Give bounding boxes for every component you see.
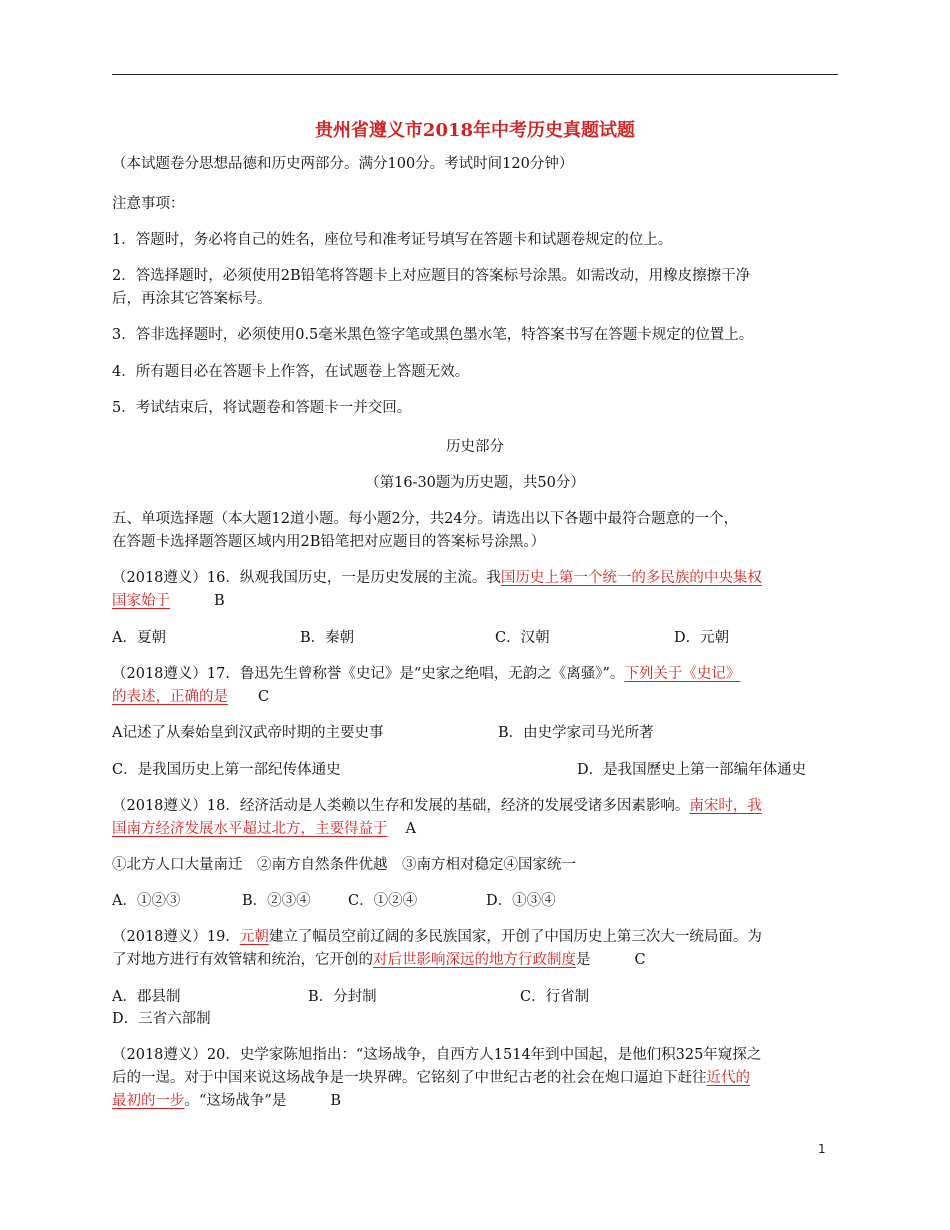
notice-item: 1．答题时，务必将自己的姓名，座位号和准考证号填写在答题卡和试题卷规定的位上。 (112, 232, 673, 248)
section-title: 历史部分 (446, 439, 504, 455)
option: B．秦朝 (300, 630, 355, 646)
question-16-line: （2018遵义）16．纵观我国历史，一是历史发展的主流。我国历史上第一个统一的多民族的中央集权 (112, 570, 762, 586)
answer-mark: C (258, 689, 270, 705)
answer-mark: A (405, 821, 416, 837)
question-18-line: 国南方经济发展水平超过北方，主要得益于 A (112, 821, 416, 837)
option: D．是我国歷史上第一部编年体通史 (577, 762, 807, 778)
part-heading: 五、单项选择题（本大题12道小题。每小题2分，共24分。请选出以下各题中最符合题意的一个， (112, 511, 739, 527)
part-heading: 在答题卡选择题答题区域内用2B铅笔把对应题目的答案标号涂黑。） (112, 534, 546, 550)
question-18-statements: ①北方人口大量南迁 ②南方自然条件优越 ③南方相对稳定④国家统一 (112, 857, 576, 873)
notice-item: 5．考试结束后，将试题卷和答题卡一并交回。 (112, 400, 412, 416)
question-19-line: 了对地方进行有效管辖和统治，它开创的对后世影响深远的地方行政制度是 C (112, 952, 646, 968)
option: C．①②④ (348, 893, 418, 909)
header-rule (112, 74, 838, 75)
question-20-line: （2018遵义）20．史学家陈旭指出：“这场战争，自西方人1514年到中国起，是他们积325年窥探之 (112, 1047, 762, 1063)
notice-item: 3．答非选择题时，必须使用0.5毫米黑色签字笔或黑色墨水笔，特答案书写在答题卡规定的位置上。 (112, 327, 754, 343)
notice-item: 2．答选择题时，必须使用2B铅笔将答题卡上对应题目的答案标号涂黑。如需改动，用橡皮擦擦干净 (112, 268, 751, 284)
option: B．②③④ (242, 893, 311, 909)
question-17-line: 的表述，正确的是 C (112, 689, 270, 705)
option: D．元朝 (674, 630, 730, 646)
page-number: 1 (818, 1142, 826, 1156)
question-19-line: （2018遵义）19．元朝建立了幅员空前辽阔的多民族国家，开创了中国历史上第三次大一统局面。为 (112, 929, 762, 945)
option: A．郡县制 (112, 989, 181, 1005)
option: B．分封制 (308, 989, 377, 1005)
option: A．夏朝 (112, 630, 166, 646)
option: C．是我国历史上第一部纪传体通史 (112, 762, 341, 778)
question-20-line: 后的一逞。对于中国来说这场战争是一块界碑。它铭刻了中世纪古老的社会在炮口逼迫下赶往近代的 (112, 1070, 750, 1086)
question-16-line: 国家始于 B (112, 593, 225, 609)
notice-heading: 注意事项： (112, 196, 185, 212)
option: A记述了从秦始皇到汉武帝时期的主要史事 (112, 725, 384, 741)
answer-mark: B (330, 1093, 341, 1109)
option: A．①②③ (112, 893, 181, 909)
option: D．①③④ (486, 893, 556, 909)
answer-mark: B (214, 593, 225, 609)
answer-mark: C (634, 952, 646, 968)
option: B．由史学家司马光所著 (498, 725, 654, 741)
page-title: 贵州省遵义市2018年中考历史真题试题 (314, 120, 636, 141)
section-note: （第16-30题为历史题，共50分） (365, 475, 585, 491)
question-18-line: （2018遵义）18．经济活动是人类赖以生存和发展的基础，经济的发展受诸多因素影响。南宋时，我 (112, 798, 762, 814)
option: D．三省六部制 (112, 1011, 211, 1027)
question-17-line: （2018遵义）17．鲁迅先生曾称誉《史记》是“史家之绝唱，无韵之《离骚》”。下列关于《史记》 (112, 666, 741, 682)
exam-subtitle: （本试题卷分思想品德和历史两部分。满分100分。考试时间120分钟） (112, 156, 574, 172)
notice-item: 4．所有题目必在答题卡上作答，在试题卷上答题无效。 (112, 364, 470, 380)
question-20-line: 最初的一步。“这场战争”是 B (112, 1093, 341, 1109)
option: C．行省制 (520, 989, 590, 1005)
option: C．汉朝 (495, 630, 550, 646)
notice-item: 后，再涂其它答案标号。 (112, 291, 272, 307)
